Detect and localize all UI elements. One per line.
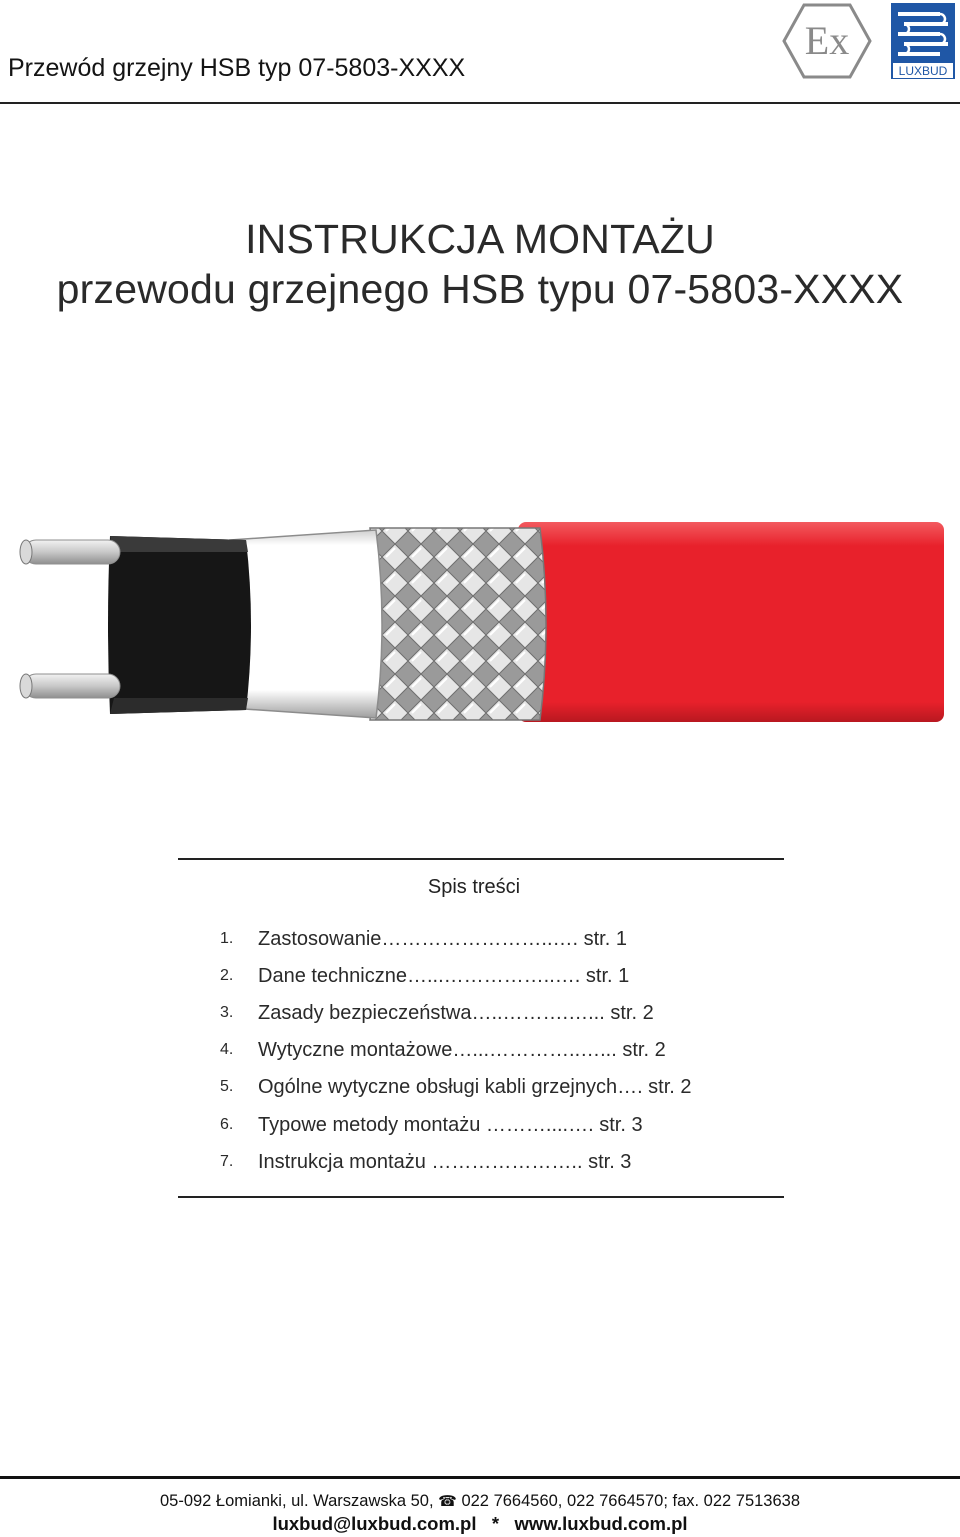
document-title-line1: INSTRUKCJA MONTAŻU bbox=[245, 216, 715, 262]
toc-item-text: Instrukcja montażu ………………….. str. 3 bbox=[258, 1151, 632, 1173]
toc-heading: Spis treści bbox=[427, 876, 521, 898]
heating-cable-illustration bbox=[18, 518, 948, 728]
footer-phone-fax: 022 7664560, 022 7664570; fax. 022 7513638 bbox=[461, 1492, 801, 1510]
footer-contact: luxbud@luxbud.com.pl * www.luxbud.com.pl bbox=[272, 1513, 688, 1534]
toc-item bbox=[0, 961, 960, 991]
toc-item-text: Zastosowanie……………………..…. str. 1 bbox=[258, 928, 627, 950]
toc-item bbox=[0, 1035, 960, 1065]
telephone-icon: ☎ bbox=[438, 1493, 457, 1510]
inner-insulation bbox=[230, 530, 382, 718]
header-title: Przewód grzejny HSB typ 07-5803-XXXX bbox=[8, 54, 466, 82]
toc-item bbox=[0, 998, 960, 1028]
toc-item-number: 4. bbox=[220, 1041, 234, 1058]
toc-item bbox=[0, 1072, 960, 1102]
footer-divider bbox=[0, 1476, 960, 1479]
toc-item-number: 3. bbox=[220, 1004, 234, 1021]
ex-logo bbox=[782, 2, 872, 80]
toc-item-text: Wytyczne montażowe…...…………..…... str. 2 bbox=[258, 1039, 666, 1061]
footer-address bbox=[0, 1490, 960, 1513]
toc-item bbox=[0, 1110, 960, 1140]
toc-item bbox=[0, 924, 960, 954]
toc-item-number: 2. bbox=[220, 967, 234, 984]
luxbud-logo bbox=[890, 2, 956, 80]
metal-braid bbox=[370, 528, 546, 720]
conductive-core bbox=[108, 536, 251, 714]
toc-item-number: 7. bbox=[220, 1153, 234, 1170]
luxbud-logo-text: LUXBUD bbox=[898, 64, 948, 78]
outer-jacket bbox=[518, 522, 944, 722]
toc-item-number: 5. bbox=[220, 1078, 234, 1095]
toc-top-rule bbox=[178, 858, 784, 860]
toc-item-text: Typowe metody montażu ………....…. str. 3 bbox=[258, 1114, 643, 1136]
toc-item-number: 6. bbox=[220, 1116, 234, 1133]
toc-item-text: Dane techniczne…...……………..…. str. 1 bbox=[258, 965, 630, 987]
ex-logo-text: Ex bbox=[804, 18, 850, 63]
toc-item-text: Zasady bezpieczeństwa…..……….…... str. 2 bbox=[258, 1002, 654, 1024]
bus-wires bbox=[20, 540, 120, 698]
toc-bottom-rule bbox=[178, 1196, 784, 1198]
toc-item-text: Ogólne wytyczne obsługi kabli grzejnych…. str. 2 bbox=[258, 1076, 692, 1098]
toc-item-number: 1. bbox=[220, 930, 234, 947]
header-divider bbox=[0, 102, 960, 104]
toc-item bbox=[0, 1147, 960, 1177]
document-subtitle-line2: przewodu grzejnego HSB typu 07-5803-XXXX bbox=[56, 266, 904, 312]
footer-street-address: 05-092 Łomianki, ul. Warszawska 50, bbox=[159, 1492, 434, 1510]
